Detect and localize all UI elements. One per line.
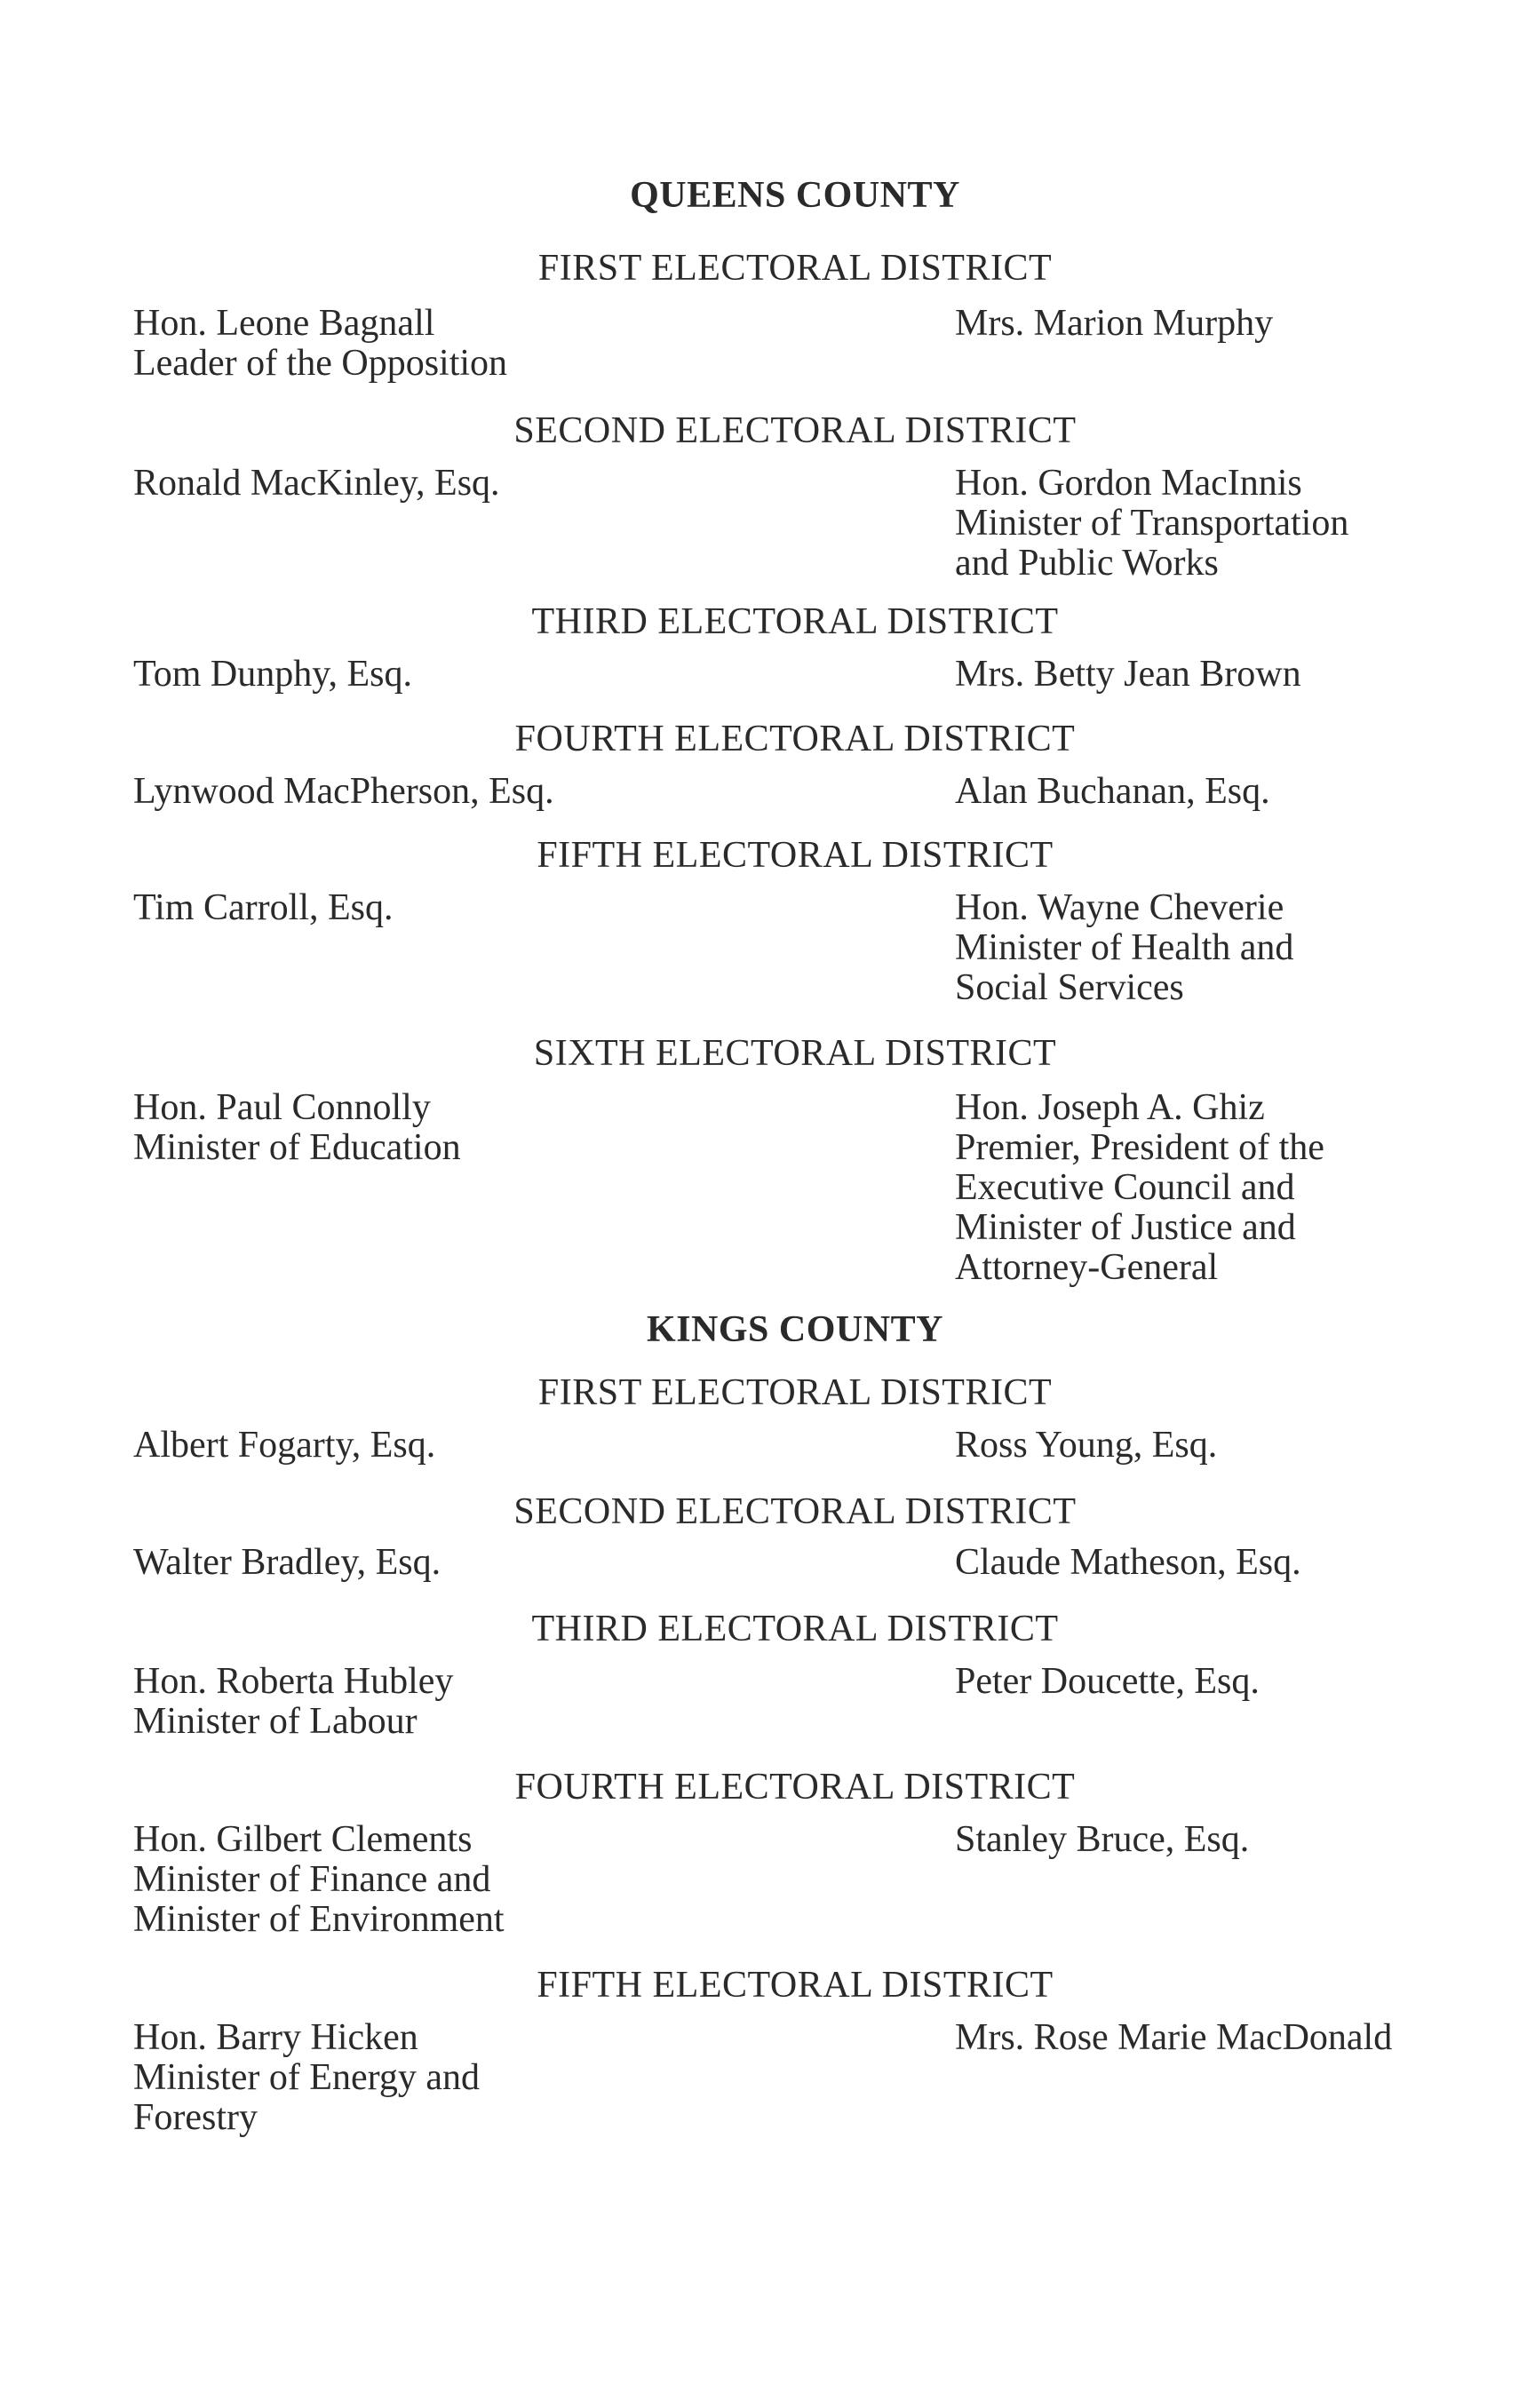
member-name: Peter Doucette, Esq. (955, 1661, 1260, 1702)
member-name: Albert Fogarty, Esq. (133, 1425, 436, 1466)
member-name: Walter Bradley, Esq. (133, 1542, 441, 1583)
member-name: Stanley Bruce, Esq. (955, 1819, 1250, 1860)
right-member-entry (955, 464, 1348, 584)
county-heading: KINGS COUNTY (647, 1309, 943, 1350)
left-member-entry (133, 1543, 441, 1583)
right-member-entry (955, 1543, 1301, 1583)
member-title-line: Minister of Energy and (133, 2057, 480, 2098)
county-heading: QUEENS COUNTY (630, 175, 960, 216)
member-name: Hon. Barry Hicken (133, 2017, 418, 2058)
member-name: Ronald MacKinley, Esq. (133, 463, 500, 504)
district-heading: FOURTH ELECTORAL DISTRICT (514, 719, 1076, 759)
left-member-entry (133, 304, 507, 384)
left-member-entry (133, 772, 554, 812)
left-member-entry (133, 464, 500, 504)
member-name: Hon. Wayne Cheverie (955, 887, 1284, 928)
member-title-line: Minister of Health and (955, 927, 1294, 968)
left-member-entry (133, 888, 393, 928)
left-member-entry (133, 1662, 453, 1742)
district-heading: FIRST ELECTORAL DISTRICT (537, 248, 1053, 289)
member-title-line: Leader of the Opposition (133, 343, 508, 384)
member-name: Ross Young, Esq. (955, 1425, 1218, 1466)
member-title-line: Minister of Environment (133, 1899, 505, 1940)
district-heading: FIRST ELECTORAL DISTRICT (537, 1372, 1053, 1413)
right-member-entry (955, 888, 1293, 1008)
member-title-line: Minister of Finance and (133, 1859, 491, 1900)
district-heading: THIRD ELECTORAL DISTRICT (531, 1609, 1059, 1649)
district-heading: FOURTH ELECTORAL DISTRICT (514, 1767, 1076, 1808)
right-member-entry (955, 2018, 1392, 2058)
right-member-entry (955, 655, 1301, 695)
member-name: Alan Buchanan, Esq. (955, 771, 1270, 812)
member-title-line: Social Services (955, 967, 1184, 1008)
member-title-line: Minister of Justice and (955, 1207, 1296, 1248)
member-name: Hon. Leone Bagnall (133, 303, 435, 344)
district-heading: SECOND ELECTORAL DISTRICT (513, 410, 1077, 451)
member-name: Hon. Paul Connolly (133, 1087, 431, 1128)
right-member-entry (955, 1426, 1217, 1466)
member-name: Claude Matheson, Esq. (955, 1542, 1301, 1583)
member-name: Mrs. Betty Jean Brown (955, 654, 1301, 695)
member-title-line: Minister of Labour (133, 1701, 418, 1742)
member-name: Lynwood MacPherson, Esq. (133, 771, 554, 812)
district-heading: THIRD ELECTORAL DISTRICT (531, 601, 1059, 642)
district-heading: SIXTH ELECTORAL DISTRICT (533, 1033, 1057, 1074)
member-name: Mrs. Rose Marie MacDonald (955, 2017, 1393, 2058)
member-name: Mrs. Marion Murphy (955, 303, 1274, 344)
member-title-line: Premier, President of the (955, 1127, 1324, 1168)
left-member-entry (133, 1820, 505, 1940)
member-title-line: Minister of Education (133, 1127, 461, 1168)
district-heading: FIFTH ELECTORAL DISTRICT (537, 835, 1054, 876)
member-title-line: Minister of Transportation (955, 503, 1349, 544)
right-member-entry (955, 1662, 1260, 1702)
right-member-entry (955, 1820, 1249, 1860)
member-name: Tim Carroll, Esq. (133, 887, 394, 928)
district-heading: SECOND ELECTORAL DISTRICT (513, 1491, 1077, 1532)
member-title-line: Attorney-General (955, 1247, 1219, 1288)
member-name: Hon. Roberta Hubley (133, 1661, 454, 1702)
member-name: Tom Dunphy, Esq. (133, 654, 412, 695)
member-title-line: Forestry (133, 2097, 258, 2138)
left-member-entry (133, 1088, 461, 1168)
member-title-line: Executive Council and (955, 1167, 1295, 1208)
left-member-entry (133, 1426, 435, 1466)
right-member-entry (955, 1088, 1324, 1288)
right-member-entry (955, 772, 1270, 812)
right-member-entry (955, 304, 1273, 344)
member-title-line: and Public Works (955, 543, 1219, 584)
member-name: Hon. Gilbert Clements (133, 1819, 473, 1860)
member-name: Hon. Gordon MacInnis (955, 463, 1302, 504)
left-member-entry (133, 2018, 480, 2138)
left-member-entry (133, 655, 412, 695)
member-name: Hon. Joseph A. Ghiz (955, 1087, 1265, 1128)
district-heading: FIFTH ELECTORAL DISTRICT (537, 1965, 1054, 2006)
